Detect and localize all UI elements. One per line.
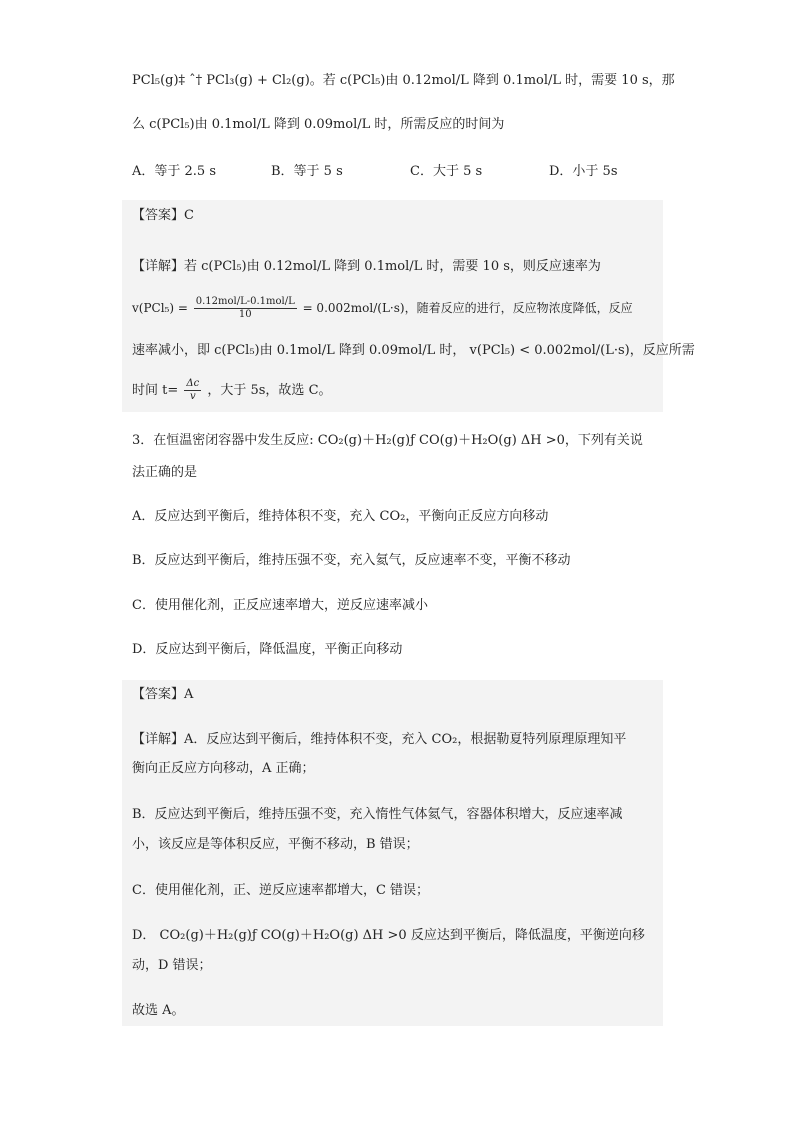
- q2-detail-line1: 【详解】若 c(PCl₅)由 0.12mol/L 降到 0.1mol/L 时，需要 10 s，则反应速率为: [132, 259, 601, 274]
- q3-option-a: A．反应达到平衡后，维持体积不变，充入 CO₂，平衡向正反应方向移动: [132, 509, 549, 524]
- q2-detail-line2: [132, 296, 662, 321]
- rate-fraction: [194, 296, 297, 321]
- q3-detail-line2: 衡向正反应方向移动，A 正确；: [132, 761, 315, 776]
- q3-detail-line6: D． CO₂(g)＋H₂(g)ƒ CO(g)＋H₂O(g) ΔH >0 反应达到平衡后，降低温度，平衡逆向移: [132, 928, 645, 943]
- q2-stem-line1: PCl₅(g)‡ ˆ† PCl₃(g) + Cl₂(g)。若 c(PCl₅)由 0.12mol/L 降到 0.1mol/L 时，需要 10 s，那: [132, 73, 675, 88]
- q2-detail-line3: 速率减小，即 c(PCl₅)由 0.1mol/L 降到 0.09mol/L 时， v(PCl₅) < 0.002mol/(L·s)，反应所需: [132, 343, 695, 358]
- q3-option-c: C．使用催化剂，正反应速率增大，逆反应速率减小: [132, 598, 428, 613]
- q2-option-d: D．小于 5s: [549, 164, 618, 179]
- q3-detail-line4: 小，该反应是等体积反应，平衡不移动，B 错误；: [132, 837, 419, 852]
- time-fraction-denominator: v: [189, 391, 196, 402]
- q3-answer: 【答案】A: [132, 687, 194, 702]
- q3-stem-line2: 法正确的是: [132, 465, 198, 480]
- q3-stem-line1: 3．在恒温密闭容器中发生反应: CO₂(g)＋H₂(g)ƒ CO(g)＋H₂O(g) ΔH >0，下列有关说: [132, 433, 643, 448]
- rate-result: = 0.002mol/(L·s)，随着反应的进行，反应物浓度降低，反应: [302, 301, 633, 315]
- q2-answer: 【答案】C: [132, 208, 194, 223]
- q3-detail-line1: 【详解】A．反应达到平衡后，维持体积不变，充入 CO₂，根据勒夏特列原理原理知平: [132, 732, 627, 747]
- time-fraction: [184, 378, 201, 403]
- q3-option-b: B．反应达到平衡后，维持压强不变，充入氦气，反应速率不变，平衡不移动: [132, 553, 571, 568]
- q2-detail-line4: [132, 378, 662, 403]
- q2-option-b: B．等于 5 s: [271, 164, 343, 179]
- rate-fraction-denominator: 10: [238, 309, 252, 320]
- rate-expression: v(PCl₅) =: [132, 301, 188, 315]
- time-conclusion: ，大于 5s，故选 C。: [207, 383, 332, 398]
- time-expression: 时间 t=: [132, 383, 179, 398]
- rate-fraction-numerator: 0.12mol/L-0.1mol/L: [195, 296, 295, 307]
- q3-conclusion: 故选 A。: [132, 1003, 185, 1018]
- q3-detail-line3: B．反应达到平衡后，维持压强不变，充入惰性气体氦气，容器体积增大，反应速率减: [132, 807, 623, 822]
- q3-detail-line5: C．使用催化剂，正、逆反应速率都增大，C 错误；: [132, 883, 430, 898]
- time-fraction-numerator: Δc: [186, 378, 200, 389]
- q3-option-d: D．反应达到平衡后，降低温度，平衡正向移动: [132, 642, 403, 657]
- q2-option-c: C．大于 5 s: [410, 164, 483, 179]
- q3-detail-line7: 动，D 错误；: [132, 958, 212, 973]
- q2-option-a: A．等于 2.5 s: [132, 164, 216, 179]
- q2-stem-line2: 么 c(PCl₅)由 0.1mol/L 降到 0.09mol/L 时，所需反应的时间为: [132, 117, 505, 132]
